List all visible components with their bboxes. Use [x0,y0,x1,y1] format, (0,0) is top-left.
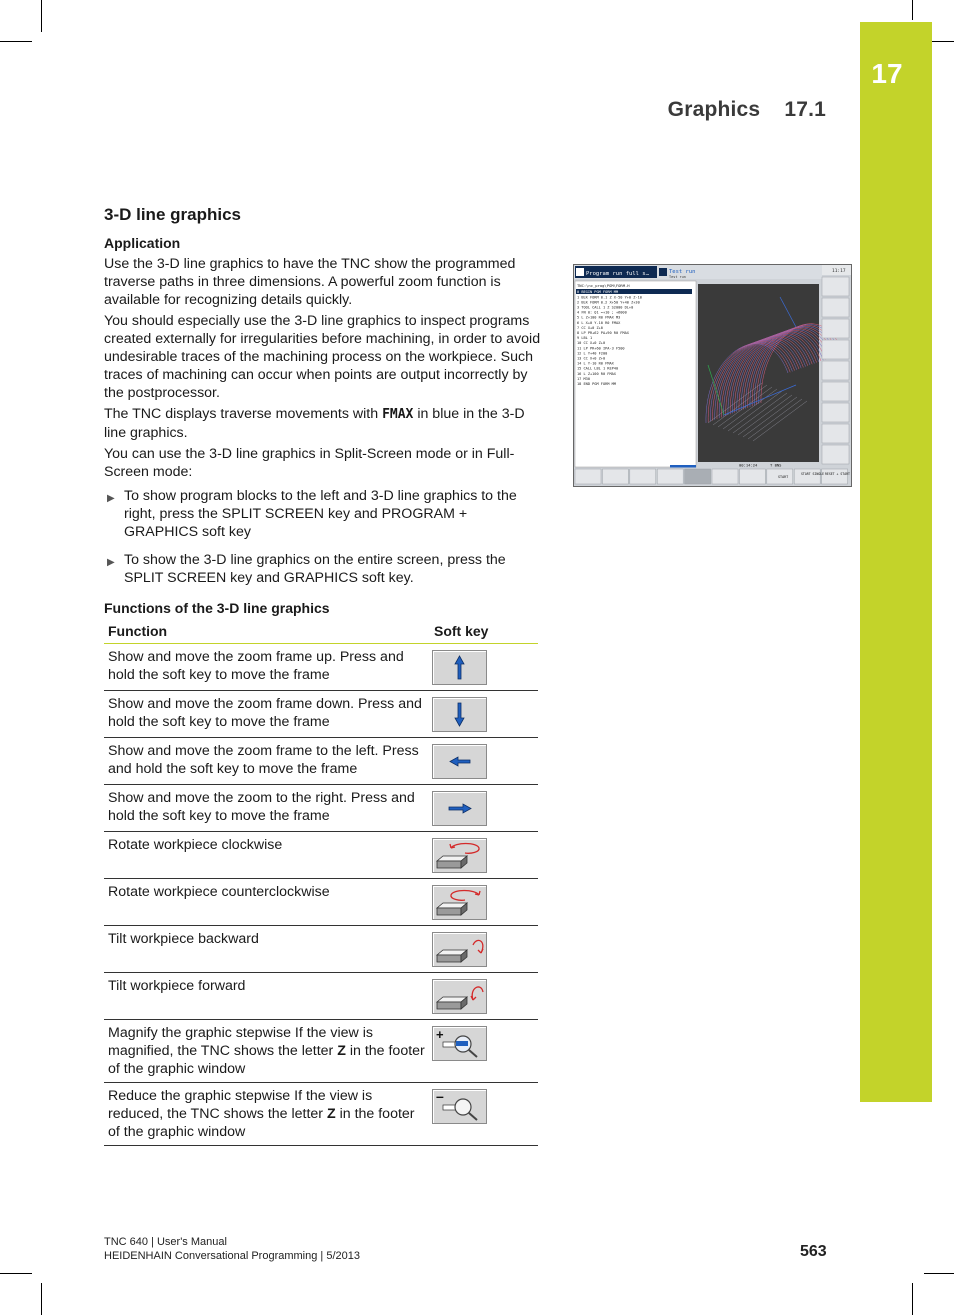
status-right: T BNS [770,462,782,468]
function-text: Show and move the zoom frame up. Press and hold the soft key to move the frame [104,644,430,691]
zoom-left-softkey[interactable] [432,744,487,779]
table-row [104,879,538,926]
nc-code-line: 8 LP PR+62 PA+90 R0 FMAX [577,331,629,335]
bullet-triangle-icon: ▶ [107,493,115,504]
status-time: 00:14:24 [739,462,758,468]
tilt-forward-softkey[interactable] [432,979,487,1014]
nc-code-line: 4 FN 0: Q1 =+10 ; +6000 [577,310,627,315]
function-text: Show and move the zoom frame down. Press and hold the soft key to move the frame [104,691,430,738]
page-title: 3-D line graphics [104,205,241,224]
magnify-plus-icon [433,1027,486,1060]
vertical-softkey[interactable] [822,382,849,401]
softkey-start-single-label: START SINGLE [801,472,825,476]
bottom-softkey[interactable] [630,469,656,484]
rotate-counterclockwise-icon [433,886,486,919]
list-item: ▶ To show the 3-D line graphics on the entire screen, press the SPLIT SCREEN key and GRAPHICS soft key. [107,552,506,586]
nc-code-line: 5 L Z+100 R0 FMAX M3 [577,315,621,320]
function-text: Show and move the zoom to the right. Press and hold the soft key to move the frame [104,785,430,832]
crop-mark [0,1273,32,1274]
table-row [104,926,538,973]
crop-mark [912,0,913,20]
function-text: Rotate workpiece clockwise [104,832,430,879]
rotate-clockwise-icon [433,839,486,872]
table-row [104,691,538,738]
tnc-screen-illustration [574,265,851,486]
table-row [104,644,538,691]
vertical-softkey[interactable] [822,361,849,380]
table-row [104,973,538,1020]
nc-code-line: 12 L Y+40 F200 [577,351,608,356]
nc-code-line: 9 LBL 1 [577,336,593,341]
nc-code-line: 11 LP PR+60 IPA-3 F500 [577,346,625,351]
bottom-softkey[interactable] [575,469,601,484]
softkey-start-label: START [778,475,789,479]
crop-mark [41,1283,42,1315]
arrow-right-icon [433,792,486,825]
bottom-softkey[interactable] [657,469,683,484]
nc-code-line: 13 CC X+0 Z+0 [577,356,606,361]
crop-mark [41,0,42,32]
chapter-tab [860,22,932,1102]
function-text: Magnify the graphic stepwise If the view is magnified, the TNC shows the letter Z in the footer of the graphic window [104,1020,430,1083]
function-text: Reduce the graphic stepwise If the view is reduced, the TNC shows the letter Z in the footer of the graphic window [104,1083,430,1146]
nc-code-line: 1 BLK FORM 0.1 Z X-50 Y+0 Z-10 [577,295,642,300]
magnify-minus-icon [433,1090,486,1123]
nc-code-line: 2 BLK FORM 0.2 X+50 Y+40 Z+30 [577,300,640,305]
nc-code-line: 14 L Y-10 R0 FMAX [577,361,614,366]
vertical-softkey[interactable] [822,277,849,296]
crop-mark [0,41,32,42]
paragraph: You should especially use the 3-D line graphics to inspect programs created externally for irregularities before machining, in order to avoid undesirable traces of the machining process on the workpiece. Such traces of machining can occur when points are output incorrectly by the postprocessor. [104,313,541,401]
vertical-softkey[interactable] [822,403,849,422]
reduce-softkey[interactable] [432,1089,487,1124]
bottom-softkey[interactable] [712,469,738,484]
tnc-screenshot [573,264,852,487]
rotate-counterclockwise-softkey[interactable] [432,885,487,920]
table-row [104,738,538,785]
mode-right-label: Test run [669,269,696,275]
z-letter: Z [326,1106,336,1122]
section-title: Graphics [667,98,761,121]
vertical-softkey[interactable] [822,424,849,443]
nc-code-line: 6 L X+0 Y-10 R0 FMAX [577,320,621,325]
clock-label: 11:17 [832,269,846,274]
bottom-softkey[interactable] [739,469,765,484]
nc-code-line: 18 END PGM FORM MM [577,382,616,386]
zoom-up-softkey[interactable] [432,650,487,685]
tilt-backward-icon [433,933,486,966]
function-text: Tilt workpiece forward [104,973,430,1020]
zoom-down-softkey[interactable] [432,697,487,732]
nc-code-line: 7 CC X+0 Z+0 [577,325,603,330]
vertical-softkey[interactable] [822,340,849,359]
column-header-softkey: Soft key [430,620,538,644]
function-text: Rotate workpiece counterclockwise [104,879,430,926]
softkey-reset-start-label: RESET + START [825,472,850,476]
table-row [104,832,538,879]
footer-line-2: HEIDENHAIN Conversational Programming | 5/2013 [104,1250,360,1262]
vertical-softkey[interactable] [822,319,849,338]
function-text: Show and move the zoom frame to the left. Press and hold the soft key to move the frame [104,738,430,785]
vertical-softkey[interactable] [822,298,849,317]
chapter-number: 17 [871,58,903,89]
nc-code-line: 16 L Z+100 R0 FMAX [577,371,616,376]
zoom-right-softkey[interactable] [432,791,487,826]
z-letter: Z [337,1043,346,1059]
functions-heading: Functions of the 3-D line graphics [104,600,330,616]
mode-right-sub-label: Test run [669,275,686,279]
fmax-keyword: FMAX [382,407,414,422]
body-text [104,234,544,617]
tilt-forward-icon [433,980,486,1013]
rotate-clockwise-softkey[interactable] [432,838,487,873]
paragraph: You can use the 3-D line graphics in Split-Screen mode or in Full-Screen mode: [104,446,515,480]
table-row [104,785,538,832]
mode-left-label: Program run full s… [586,271,649,277]
crop-mark [912,1283,913,1315]
bottom-softkey[interactable] [685,469,711,484]
column-header-function: Function [104,620,430,644]
bullet-triangle-icon: ▶ [107,557,115,568]
list-item: ▶ To show program blocks to the left and 3-D line graphics to the right, press the SPLIT SCREEN key and PROGRAM + GRAPHICS soft key [107,488,517,540]
nc-code-line: 0 BEGIN PGM FORM MM [577,290,619,295]
vertical-softkey[interactable] [822,445,849,464]
function-text: Tilt workpiece backward [104,926,430,973]
running-header [668,98,826,122]
svg-text:–: – [436,1090,444,1104]
arrow-down-icon [433,698,486,731]
footer-line-1: TNC 640 | User's Manual [104,1236,227,1248]
bottom-softkey[interactable] [602,469,628,484]
page-number: 563 [800,1243,827,1260]
table-row [104,1020,538,1083]
section-number: 17.1 [784,98,826,121]
paragraph: Use the 3-D line graphics to have the TNC show the programmed traverse paths in three dimensions. A powerful zoom function is available for recognizing details quickly. [104,256,516,308]
application-heading: Application [104,235,181,251]
arrow-left-icon [433,745,486,778]
nc-code-line: 3 TOOL CALL 1 Z S2000 DL+0 [577,305,634,310]
nc-code-line: 15 CALL LBL 1 REP40 [577,366,619,371]
arrow-up-icon [433,651,486,684]
table-row [104,1083,538,1146]
magnify-softkey[interactable] [432,1026,487,1061]
page-footer [104,1235,360,1263]
program-path: TNC:\nc_prog\PGM\FORM.H [577,283,630,288]
nc-code-line: 17 M30 [577,376,590,381]
svg-text:+: + [436,1027,444,1042]
nc-code-line: 10 CC X+0 Z+0 [577,341,606,346]
crop-mark [924,1273,954,1274]
functions-table [104,620,538,1146]
table-header-row [104,620,538,644]
tilt-backward-softkey[interactable] [432,932,487,967]
crop-mark [932,41,954,42]
paragraph-fmax: The TNC displays traverse movements with FMAX in blue in the 3-D line graphics. [104,406,525,441]
